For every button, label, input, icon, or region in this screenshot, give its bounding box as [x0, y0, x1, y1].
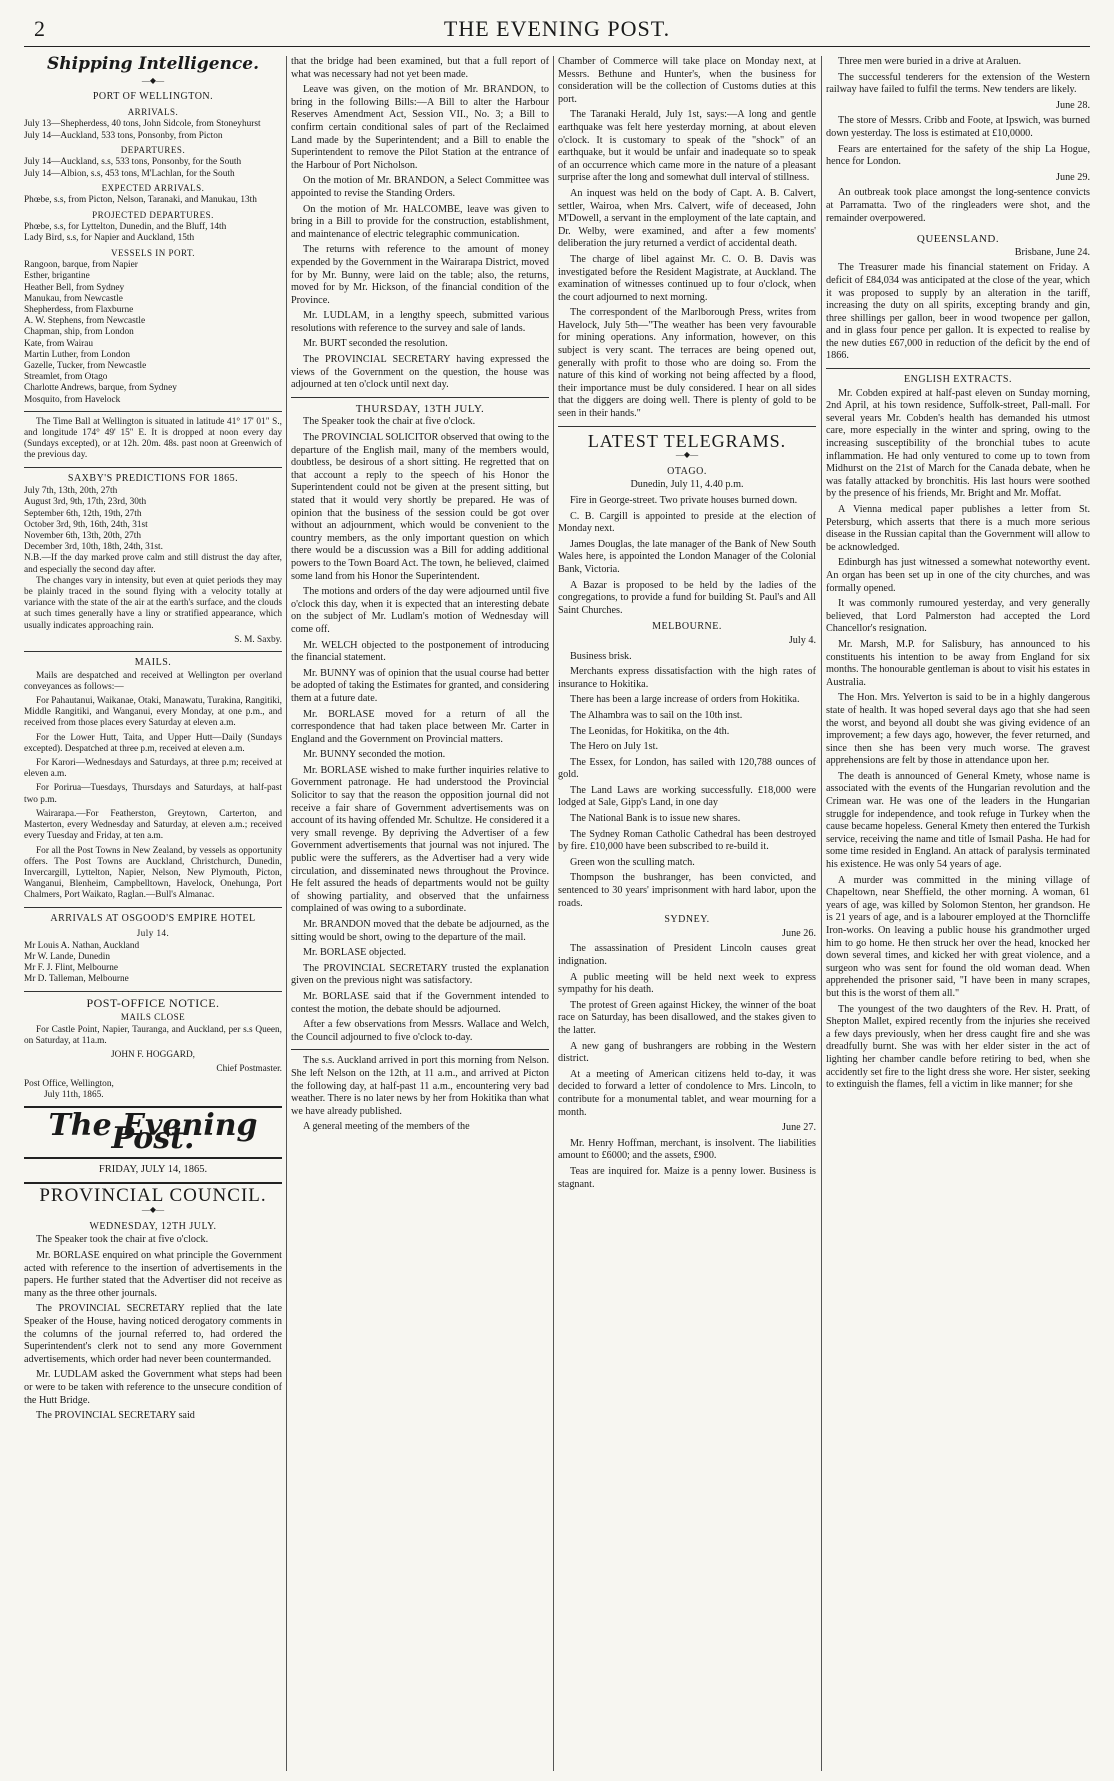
vessel-item: Chapman, ship, from London: [24, 327, 134, 338]
melbourne-para: The Land Laws are working successfully. £18,000 were lodged at Sale, Gipp's Land, in one day: [558, 784, 816, 809]
sydney-para: A new gang of bushrangers are robbing in the Western district.: [558, 1040, 816, 1065]
osgood-date: July 14.: [136, 928, 170, 939]
vessel-item: Shepherdess, from Flaxburne: [24, 304, 134, 315]
vessel-item: A. W. Stephens, from Newcastle: [24, 316, 146, 327]
telegrams-heading: LATEST TELEGRAMS.: [587, 430, 787, 451]
council-para: The PROVINCIAL SECRETARY replied that the late Speaker of the House, having noticed derogatory comments in the columns of the journal referred to, had ordered the Superintendent's clerk not to send any more Government advertisements, which order had never been countermanded.: [24, 1303, 282, 1365]
mails-item: For Karori—Wednesdays and Saturdays, at three p.m; received at eleven a.m.: [24, 758, 282, 780]
arrival-item: July 13—Shepherdess, 40 tons, John Sidcole, from Stoneyhurst: [24, 119, 261, 130]
osgood-guest: Mr Louis A. Nathan, Auckland: [24, 940, 140, 951]
saxby-heading: SAXBY'S PREDICTIONS FOR 1865.: [67, 472, 239, 484]
otago-para: C. B. Cargill is appointed to preside at the election of Monday next.: [558, 510, 816, 535]
sydney-date: June 27.: [782, 1122, 816, 1134]
sydney-para: A public meeting will be held next week to express sympathy for his death.: [558, 971, 816, 996]
queensland-para: The Treasurer made his financial statement on Friday. A deficit of £84,034 was anticipated at the close of the year, which it was proposed to supply by an alteration in the tariff, increasing the duty on all spirits, excepting brandy and gin, three shillings per gallon, beer in wood twopence per gallon, and in glass four pence per gallon. It is expected to realise by the new duties £67,000 in reduction of the deficit by the end of 1866.: [826, 262, 1090, 362]
divider: [24, 907, 282, 908]
post-office-text: For Castle Point, Napier, Tauranga, and Auckland, per s.s Queen, on Saturday, at 11a.m.: [24, 1024, 282, 1046]
council-para: The PROVINCIAL SECRETARY said: [36, 1410, 195, 1422]
council-para: The PROVINCIAL SECRETARY trusted the explanation given on the previous night was satisfactory.: [291, 962, 549, 987]
post-office-sub: MAILS CLOSE: [120, 1012, 186, 1023]
vessel-item: Martin Luther, from London: [24, 349, 131, 360]
projected-item: Lady Bird, s.s, for Napier and Auckland, 15th: [24, 233, 195, 244]
post-office-title: Chief Postmaster.: [216, 1064, 282, 1075]
mails-item: Mails are despatched and received at Wellington per overland conveyances as follows:—: [24, 670, 282, 692]
vessels-heading: VESSELS IN PORT.: [110, 247, 196, 258]
vessel-item: Charlotte Andrews, barque, from Sydney: [24, 383, 177, 394]
divider: [24, 991, 282, 992]
sydney-date: June 26.: [782, 927, 816, 939]
council-para: Mr. BRANDON moved that the debate be adjourned, as the sitting would be short, owing to the departure of the mail.: [291, 919, 549, 943]
otago-dateline: Dunedin, July 11, 4.40 p.m.: [630, 479, 744, 491]
paper-title: The Evening Post.: [48, 1107, 258, 1156]
council-para: Mr. BORLASE moved for a return of all the correspondence that had taken place between Mr. Carter in England and the Government on Provincial matters.: [291, 708, 549, 745]
melbourne-para: Thompson the bushranger, has been convicted, and sentenced to 30 years' imprisonment with hard labor, upon the roads.: [558, 872, 816, 909]
council-para: Mr. BURT seconded the resolution.: [303, 338, 448, 350]
saxby-line: December 3rd, 10th, 18th, 24th, 31st.: [24, 542, 163, 553]
divider: [291, 1049, 549, 1050]
vessel-item: Gazelle, Tucker, from Newcastle: [24, 361, 147, 371]
news-para: Chamber of Commerce will take place on Monday next, at Messrs. Bethune and Hunter's, when the business for consideration will be the collection of Customs duties at this port.: [558, 56, 816, 105]
saxby-line: July 7th, 13th, 20th, 27th: [24, 486, 118, 497]
council-para: Mr. BORLASE enquired on what principle the Government acted with reference to the insertion of advertisements in the papers. He further stated that the Advertiser did not receive as many as the three other journals.: [24, 1250, 282, 1299]
saxby-signature: S. M. Saxby.: [234, 634, 282, 645]
otago-para: James Douglas, the late manager of the Bank of New South Wales here, is appointed the London Manager of the Colonial Bank, Victoria.: [558, 538, 816, 575]
english-para: A murder was committed in the mining village of Chapeltown, near Sheffield, the other morning. A woman, 61 years of age, was killed by Solomon Stenton, her grandson. He is 21 years of age, and is a labourer employed at the Thorncliffe Iron-works. On leaving a public house his grandmother urged him to go home. He then struck her over the head, knocked her down several times, and kicked her with great violence, and a surgeon who was sent for found the old woman dead. When apprehended the prisoner said, "I have been in many scrapes, but this is the worst of them all.": [826, 874, 1090, 999]
expected-heading: EXPECTED ARRIVALS.: [101, 182, 205, 193]
column-rule: [821, 56, 822, 1771]
english-para: The youngest of the two daughters of the Rev. H. Pratt, of Shepton Mallet, expired recently from the injuries she received a few days previously, when her dress caught fire and she was dreadfully burnt. She was with her elder sister in the act of lighting her chamber candle before retiring to bed, when she accidently set fire to the light dress she wore. Her sister, seeking to extinguish the flames, fell a victim in like manner; for she: [826, 1003, 1090, 1091]
post-office-heading: POST-OFFICE NOTICE.: [86, 995, 220, 1010]
projected-item: Phœbe, s.s, for Lyttelton, Dunedin, and the Bluff, 14th: [24, 222, 227, 233]
sydney-para: Mr. Henry Hoffman, merchant, is insolvent. The liabilities amount to £6000; and the assets, £900.: [558, 1137, 816, 1162]
english-para: The death is announced of General Kmety, whose name is associated with the events of the Hungarian revolution and the Crimean war. He was one of the leaders in the Hungarian struggle for independence, and took refuge in Turkey when the cause became hopeless. General Kmety then entered the Turkish service, receiving the name and title of Ismail Pasha. He had for some time resided in England. An attack of paralysis terminated his existence. He was only 54 years of age.: [826, 770, 1090, 871]
vessel-item: Streamlet, from Otago: [24, 372, 108, 383]
council-para: The PROVINCIAL SECRETARY having expressed the views of the Government on the question, the house was adjourned at ten o'clock until next day.: [291, 354, 549, 391]
news-para: An inquest was held on the body of Capt. A. B. Calvert, settler, Wairoa, when Mrs. Calvert, wife of deceased, John M'Dowell, a servant in the employment of the late captain, and Dr. Welby, were examined, and after a few moments' deliberation the jury returned a verdict of accidental death.: [558, 187, 816, 250]
council-para: The Speaker took the chair at five o'clock.: [36, 1234, 209, 1246]
post-office-signature: JOHN F. HOGGARD,: [111, 1050, 195, 1061]
osgood-guest: Mr F. J. Flint, Melbourne: [24, 963, 119, 974]
column-4: [826, 56, 1090, 1771]
column-1: [24, 56, 282, 1771]
english-para: A Vienna medical paper publishes a letter from St. Petersburg, which asserts that there is a much more serious disease in the Russian capital than the Government will allow to be acknowledged.: [826, 504, 1090, 553]
news-para: Three men were buried in a drive at Araluen.: [838, 56, 1022, 67]
mails-item: For Pahautanui, Waikanae, Otaki, Manawatu, Turakina, Rangitiki, Middle Rangitiki, and Wanganui, every Monday, at one p.m., and received from those places every Saturday at eleven a.m.: [24, 696, 282, 729]
council-para: The PROVINCIAL SOLICITOR observed that owing to the departure of the English mail, many of the members would, doubtless, be desirous of a short sitting. He regretted that on that account a reply to the speech of his Honor the Superintendent could not be given at the present sitting, but stated that it would very shortly be prepared. He was of opinion that the business of the session could be got over without an adjournment, which would be convenient to the country members, as the only important question on which there would be a discussion was a Bill for adding additional powers to the Town Board Act. The town, he believed, claimed some land from his Honor the Superintendent.: [291, 432, 549, 582]
mails-item: For the Lower Hutt, Taita, and Upper Hutt—Daily (Sundays excepted). Despatched at three p.m, received at eleven a.m.: [24, 732, 282, 754]
vessel-item: Mosquito, from Havelock: [24, 394, 121, 405]
council-para: Mr. LUDLAM asked the Government what steps had been or were to be taken with reference to the unsecure condition of the Hutt Bridge.: [24, 1369, 282, 1406]
council-para: Mr. WELCH objected to the postponement of introducing the financial statement.: [291, 639, 549, 664]
ornament: —◆—: [675, 450, 699, 460]
ornament: —◆—: [141, 75, 165, 85]
port-heading: PORT OF WELLINGTON.: [92, 91, 214, 103]
expected-item: Phœbe, s.s, from Picton, Nelson, Taranaki, and Manukau, 13th: [24, 195, 257, 206]
council-para: Mr. BORLASE wished to make further inquiries relative to Government patronage. He had understood the Provincial Solicitor to say that the reason the opposition journal did not receive a fair share of Government advertisements was on account of its having offended Mr. Schultze. He considered it a very small revenge. By depriving the Advertiser of a few Government advertisements that journal was not injured. The public were the sufferers, as the Advertiser had a very wide circulation, and disseminated news throughout the Province. He felt assured the heads of departments would not be guilty of showing partiality, and observed that the unfairness complained of was owing to a subordinate.: [291, 764, 549, 915]
otago-para: A Bazar is proposed to be held by the ladies of the congregations, to provide a fund for building St. Paul's and All Saint Churches.: [558, 579, 816, 616]
divider: [24, 651, 282, 652]
shipping-title: Shipping Intelligence.: [47, 56, 259, 74]
post-office-place: Post Office, Wellington,: [24, 1078, 114, 1089]
melbourne-para: Green won the sculling match.: [570, 856, 695, 868]
english-para: Edinburgh has just witnessed a somewhat noteworthy event. An organ has been set up in one of the city churches, and was formally opened.: [826, 557, 1090, 594]
council-day: WEDNESDAY, 12TH JULY.: [89, 1220, 217, 1232]
english-heading: ENGLISH EXTRACTS.: [904, 374, 1012, 386]
departure-item: July 14—Albion, s.s, 453 tons, M'Lachlan, for the South: [24, 168, 235, 179]
news-date: June 29.: [1056, 171, 1090, 183]
divider: [826, 368, 1090, 369]
news-para: A general meeting of the members of the: [303, 1121, 470, 1133]
melbourne-para: The National Bank is to issue new shares.: [570, 813, 741, 825]
divider: [24, 467, 282, 468]
mails-item: For Porirua—Tuesdays, Thursdays and Saturdays, at half-past two p.m.: [24, 783, 282, 805]
melbourne-para: The Sydney Roman Catholic Cathedral has been destroyed by fire. £10,000 have been subscribed to re-build it.: [558, 828, 816, 853]
osgood-guest: Mr D. Talleman, Melbourne: [24, 974, 129, 985]
departures-list: [24, 157, 282, 179]
melbourne-para: Business brisk.: [570, 650, 632, 662]
council-para: On the motion of Mr. BRANDON, a Select Committee was appointed to revise the Standing Orders.: [291, 175, 549, 199]
melbourne-heading: MELBOURNE.: [652, 621, 722, 633]
english-para: The Hon. Mrs. Yelverton is said to be in a highly dangerous state of health. It was hoped several days ago that she had seen the worst, and beyond all doubt she was giving evidence of an improvement; a few days ago, however, the fever returned, and since then she has been very much worse. The gravest apprehensions are felt by those in attendance upon her.: [826, 692, 1090, 767]
osgood-heading: ARRIVALS AT OSGOOD'S EMPIRE HOTEL: [50, 912, 256, 924]
queensland-heading: QUEENSLAND.: [916, 233, 1000, 246]
council-heading: PROVINCIAL COUNCIL.: [39, 1184, 267, 1206]
saxby-line: August 3rd, 9th, 17th, 23rd, 30th: [24, 497, 147, 508]
sydney-para: The protest of Green against Hickey, the winner of the boat race on Saturday, has been disallowed, and the stakes given to the latter.: [558, 999, 816, 1036]
page-header: [24, 16, 1090, 47]
sydney-para: The assassination of President Lincoln causes great indignation.: [558, 943, 816, 967]
council-para: On the motion of Mr. HALCOMBE, leave was given to bring in a Bill to provide for the construction, establishment, and maintenance of electric telegraphic communication.: [291, 203, 549, 240]
departure-item: July 14—Auckland, s.s, 533 tons, Ponsonby, for the South: [24, 157, 242, 168]
news-para: An outbreak took place amongst the long-sentence convicts at Parramatta. Two of the ringleaders were shot, and the remainder overpowered.: [826, 187, 1090, 224]
sydney-heading: SYDNEY.: [664, 914, 710, 926]
post-office-date: July 11th, 1865.: [44, 1089, 104, 1100]
column-2: [291, 56, 549, 1771]
council-para: that the bridge had been examined, but that a full report of what was necessary had not yet been made.: [291, 56, 549, 80]
council-para: Mr. LUDLAM, in a lengthy speech, submitted various resolutions with reference to the survey and sale of lands.: [291, 310, 549, 334]
melbourne-para: Merchants express dissatisfaction with the high rates of insurance to Hokitika.: [558, 666, 816, 690]
council-para: Mr. BORLASE said that if the Government intended to contest the motion, the debate should be adjourned.: [291, 990, 549, 1015]
mails-list: [24, 671, 282, 902]
council-para: Mr. BUNNY was of opinion that the usual course had better be adopted of taking the Estimates for granted, and considering them at a future date.: [291, 667, 549, 704]
melbourne-para: The Leonidas, for Hokitika, on the 4th.: [570, 725, 730, 737]
ornament: —◆—: [141, 1205, 165, 1215]
saxby-line: November 6th, 13th, 20th, 27th: [24, 531, 141, 542]
post-office-notice: [24, 1025, 282, 1101]
news-para: The Taranaki Herald, July 1st, says:—A long and gentle earthquake was felt here yesterday morning, at about eleven o'clock. It is customary to speak of the "shock" of an earthquake, but it would be unfair and inadequate so to speak of an occurrence which came more in the nature of a pleasant surprise after the long and somewhat dull interval of stillness.: [558, 109, 816, 184]
english-para: It was commonly rumoured yesterday, and very generally believed, that Lord Palmerston had accepted the Lord Chancellor's resignation.: [826, 598, 1090, 635]
divider: [291, 397, 549, 398]
page-number: 2: [34, 16, 45, 41]
vessel-item: Manukau, from Newcastle: [24, 293, 123, 304]
divider: [24, 1182, 282, 1184]
saxby-dates: [24, 486, 282, 646]
vessel-item: Heather Bell, from Sydney: [24, 282, 125, 293]
mails-item: For all the Post Towns in New Zealand, by vessels as opportunity offers. The Post Towns are Auckland, Christchurch, Dunedin, Invercargill, Lyttelton, Napier, Nelson, New Plymouth, Picton, Wanganui, Blenheim, Campbelltown, Havelock, Onehunga, Port Chalmers, Port Waikato, Raglan.—Bull's Almanac.: [24, 845, 282, 901]
osgood-guest: Mr W. Lande, Dunedin: [24, 951, 110, 962]
saxby-line: October 3rd, 9th, 16th, 24th, 31st: [24, 519, 148, 530]
news-para: Fears are entertained for the safety of the ship La Hogue, hence for London.: [826, 143, 1090, 168]
divider: [24, 1157, 282, 1159]
melbourne-para: There has been a large increase of orders from Hokitika.: [570, 694, 800, 706]
arrivals-heading: ARRIVALS.: [127, 106, 179, 117]
sydney-para: Teas are inquired for. Maize is a penny lower. Business is stagnant.: [558, 1165, 816, 1190]
arrival-item: July 14—Auckland, 533 tons, Ponsonby, from Picton: [24, 130, 223, 141]
council-para: Leave was given, on the motion of Mr. BRANDON, to bring in the following Bills:—A Bill to alter the Harbour Reserves Amendment Act, Session VII., No. 3; a Bill to confirm certain conditional sales of part of the Reclaimed Land made by the Superintendent; and a Bill to enable the Superintendent to remove the Pilot Station at the entrance of the Harbour of Port Nicholson.: [291, 84, 549, 171]
vessel-item: Esther, brigantine: [24, 271, 90, 282]
divider: [558, 426, 816, 427]
vessel-item: Kate, from Wairau: [24, 338, 94, 349]
council-para: The motions and orders of the day were adjourned until five o'clock this day, when it is expected that an interesting debate on the subject of Mr. Ludlam's motion of Wednesday will come off.: [291, 586, 549, 635]
osgood-list: [24, 941, 282, 986]
english-para: Mr. Marsh, M.P. for Salisbury, has announced to his constituents his intention to be away from England for six months. The honourable gentleman is about to visit his estates in Australia.: [826, 638, 1090, 688]
council-para: After a few observations from Messrs. Wallace and Welch, the Council adjourned to five o'clock to-day.: [291, 1019, 549, 1043]
council-para: Mr. BUNNY seconded the motion.: [303, 749, 446, 761]
vessels-list: [24, 260, 282, 406]
sydney-para: At a meeting of American citizens held to-day, it was decided to forward a letter of condolence to Mrs. Lincoln, to contribute for a monumental tablet, and wear mourning for a month.: [558, 1068, 816, 1118]
column-rule: [553, 56, 554, 1771]
arrivals-list: [24, 119, 282, 141]
projected-heading: PROJECTED DEPARTURES.: [92, 209, 214, 220]
departures-heading: DEPARTURES.: [120, 144, 186, 155]
melbourne-para: The Hero on July 1st.: [570, 741, 658, 753]
news-para: The store of Messrs. Cribb and Foote, at Ipswich, was burned down yesterday. The loss is estimated at £10,0000.: [826, 115, 1090, 139]
saxby-changes: The changes vary in intensity, but even at quiet periods they may be plainly traced in the sound flying with a velocity totally at variance with the state of the air at the earth's surface, and the clouds at such times generally have a liny or stratified appearance, which usually indicates approaching rain.: [24, 575, 282, 631]
vessel-item: Rangoon, barque, from Napier: [24, 260, 138, 271]
news-date: June 28.: [1056, 99, 1090, 111]
saxby-nb: N.B.—If the day marked prove calm and still distrust the day after, and especially the second day after.: [24, 553, 282, 575]
melbourne-date: July 4.: [788, 634, 816, 646]
masthead-title: THE EVENING POST.: [443, 16, 671, 41]
melbourne-para: The Alhambra was to sail on the 10th inst.: [570, 709, 743, 721]
news-para: The correspondent of the Marlborough Press, writes from Havelock, July 5th—"The weather has been very favourable for mining operations. Any information, however, on this subject is very scant. The terraces are being opened out, generally with profit to those who are doing so. From the nature of this kind of working not being affected by a flood, their importance must be duly considered. I hear on all sides that the diggers are doing well. There is plenty of gold to be seen in their hands.": [558, 307, 816, 420]
divider: [24, 411, 282, 412]
time-ball-notice: The Time Ball at Wellington is situated in latitude 41° 17' 01" S., and longitude 174° 49' 15" E. It is dropped at noon every day (Sundays excepted), or at 12h. 20m. 48s. past noon at Greenwich of the previous day.: [24, 416, 282, 461]
column-rule: [286, 56, 287, 1771]
column-3: [558, 56, 816, 1771]
thursday-heading: THURSDAY, 13TH JULY.: [355, 402, 485, 415]
news-para: The charge of libel against Mr. C. O. B. Davis was investigated before the Resident Magistrate, at Auckland. The examination of witnesses continued up to four o'clock, when the court adjourned to next morning.: [558, 253, 816, 303]
english-para: Mr. Cobden expired at half-past eleven on Sunday morning, 2nd April, at his town residence, Suffolk-street, Pall-mall. For several years Mr. Cobden's health has demanded his utmost care, more especially in the winter and spring, owing to the increasing susceptibility of the bronchial tubes to acute inflammation. He had only ventured to come up to town from Midhurst on the 21st of March for the Canada debate, when he was fatally attacked by bronchitis. His last hours were soothed by the presence of his friends, Mr. Bright and Mr. Moffat.: [826, 387, 1090, 500]
melbourne-para: The Essex, for London, has sailed with 120,788 ounces of gold.: [558, 756, 816, 781]
mails-item: Wairarapa.—For Featherston, Greytown, Carterton, and Masterton, every Wednesday and Saturday, at eleven a.m.; received every Tuesday and Friday, at ten a.m.: [24, 808, 282, 842]
queensland-dateline: Brisbane, June 24.: [1014, 246, 1090, 258]
mails-heading: MAILS.: [134, 657, 172, 669]
otago-heading: OTAGO.: [667, 465, 707, 477]
council-para: Mr. BORLASE objected.: [303, 947, 406, 959]
council-para: The returns with reference to the amount of money expended by the Government in the Wairarapa District, moved for by Mr. Bunny, were laid on the table; also, the returns, moved for by Mr. Hickson, of the financial condition of the Province.: [291, 244, 549, 306]
news-para: The s.s. Auckland arrived in port this morning from Nelson. She left Nelson on the 12th, at 11 a.m., and arrived at Picton the following day, at half-past 11 a.m., encountering very bad weather. There is no later news by her from Hokitika than what we have already published.: [291, 1055, 549, 1117]
council-para: The Speaker took the chair at five o'clock.: [303, 416, 476, 428]
news-para: The successful tenderers for the extension of the Western railway have failed to fulfil the terms. New tenders are likely.: [826, 71, 1090, 96]
saxby-line: September 6th, 12th, 19th, 27th: [24, 508, 142, 519]
paper-date: FRIDAY, JULY 14, 1865.: [98, 1164, 208, 1176]
otago-para: Fire in George-street. Two private houses burned down.: [570, 495, 798, 506]
